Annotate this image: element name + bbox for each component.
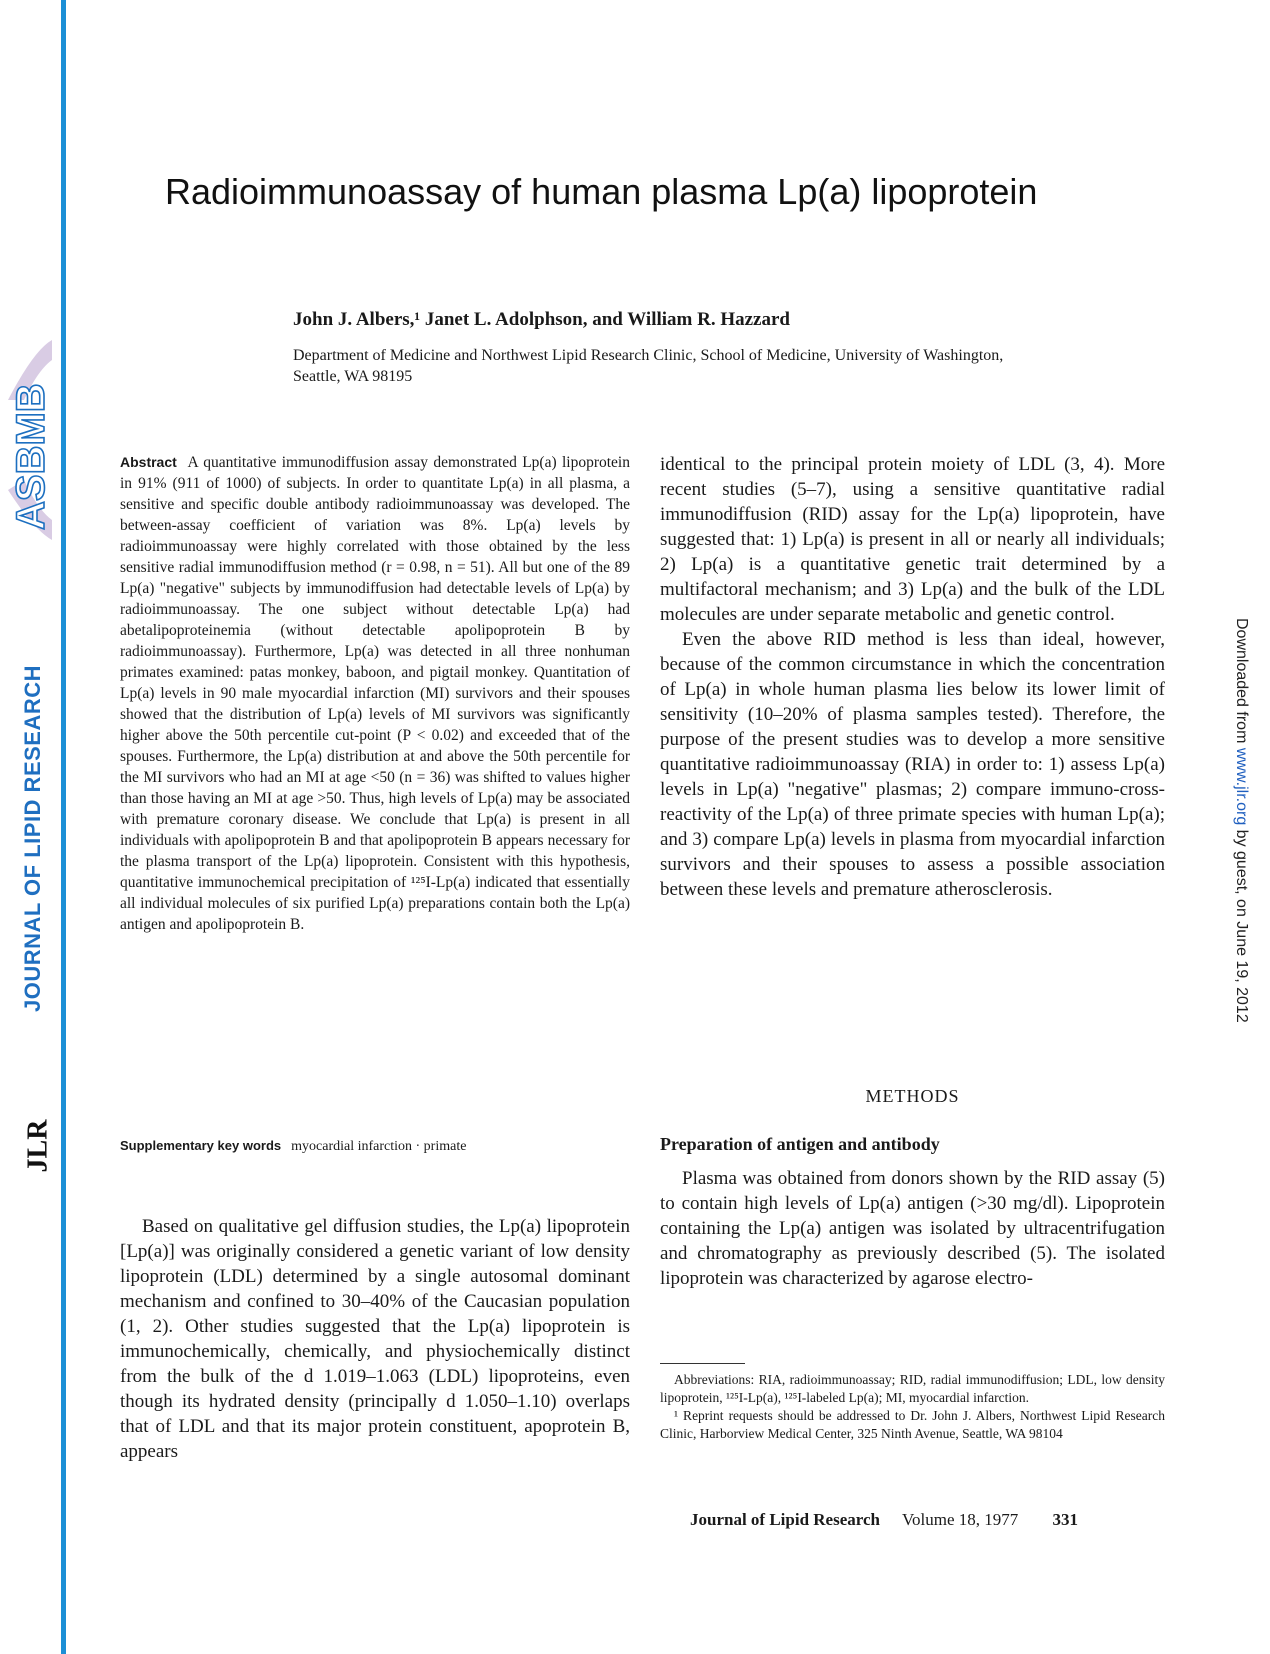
footer-journal: Journal of Lipid Research [690,1510,881,1529]
methods-heading: METHODS [865,1086,960,1106]
keywords-label: Supplementary key words [120,1138,282,1153]
page-footer [690,1510,1078,1530]
abstract-paragraph [120,452,630,935]
page-number: 331 [1052,1510,1079,1529]
methods-paragraph: Plasma was obtained from donors shown by the RID assay (5) to contain high levels of Lp(a) antigen (>30 mg/dl). Lipoprotein containing the Lp(a) antigen was isolated by ultracentrifugation and chromatography as previously described (5). The isolated lipoprotein was characterized by agarose electro- [660,1168,1165,1289]
left-sidebar [0,0,66,1654]
footnotes [660,1371,1165,1443]
abstract-label: Abstract [120,454,177,470]
intro-column [120,1214,630,1464]
footer-volume: Volume 18, 1977 [901,1510,1019,1529]
download-notice [1232,618,1250,1023]
asbmb-logo [4,340,56,540]
keywords [120,1138,466,1155]
author-list: John J. Albers,¹ Janet L. Adolphson, and William R. Hazzard [293,309,790,330]
abstract-block [120,452,630,935]
footnote-abbreviations: Abbreviations: RIA, radioimmunoassay; RID, radial immunodiffusion; LDL, low density lipoprotein, ¹²⁵I-Lp(a), ¹²⁵I-labeled Lp(a); MI, myocardial infarction. [660,1372,1165,1405]
download-url-link[interactable]: www.jlr.org [1233,747,1250,826]
intro-paragraph-1: Based on qualitative gel diffusion studies, the Lp(a) lipoprotein [Lp(a)] was originally considered a genetic variant of low density lipoprotein (LDL) determined by a single autosomal dominant mechanism and confined to 30–40% of the Caucasian population (1, 2). Other studies suggested that the Lp(a) lipoprotein is immunochemically, chemically, and physiochemically distinct from the bulk of the d 1.019–1.063 (LDL) lipoproteins, even though its hydrated density (principally d 1.050–1.10) overlaps that of LDL and that its major protein constituent, apoprotein B, appears [120,1216,630,1462]
keywords-text: myocardial infarction · primate [291,1139,467,1154]
affiliation: Department of Medicine and Northwest Lipid Research Clinic, School of Medicine, University of Washington, Seattle, WA 98195 [293,347,1004,385]
methods-subheading: Preparation of antigen and antibody [660,1134,940,1154]
abstract-text: A quantitative immunodiffusion assay demonstrated Lp(a) lipoprotein in 91% (911 of 1000) of subjects. In order to quantitate Lp(a) in all plasma, a sensitive and specific double antibody radioimmunoassay was developed. The between-assay coefficient of variation was 8%. Lp(a) levels by radioimmunoassay were highly correlated with those obtained by the less sensitive radial immunodiffusion method (r = 0.98, n = 51). All but one of the 89 Lp(a) "negative" subjects by immunodiffusion had detectable levels of Lp(a) by radioimmunoassay. The one subject without detectable Lp(a) had abetalipoproteinemia (without detectable apolipoprotein B by radioimmunoassay). Furthermore, Lp(a) was detected in all three nonhuman primates examined: patas monkey, baboon, and pigtail monkey. Quantitation of Lp(a) levels in 90 male myocardial infarction (MI) survivors and their spouses showed that the distribution of Lp(a) levels of MI survivors was significantly higher above the 50th percentile cut-point (P < 0.02) and exceeded that of the spouses. Furthermore, the Lp(a) distribution at and above the 50th percentile for the MI survivors who had an MI at age <50 (n = 36) was shifted to values higher than those having an MI at age >50. Thus, high levels of Lp(a) may be associated with premature coronary disease. We conclude that Lp(a) is present in all individuals with apolipoprotein B and that apolipoprotein B appears necessary for the plasma transport of the Lp(a) lipoprotein. Consistent with this hypothesis, quantitative immunochemical precipitation of ¹²⁵I-Lp(a) indicated that essentially all individual molecules of six purified Lp(a) preparations contain both the Lp(a) antigen and apolipoprotein B. [120,454,630,933]
journal-name-vertical: JOURNAL OF LIPID RESEARCH [20,664,45,1012]
right-column [660,452,1165,902]
footnote-reprint: ¹ Reprint requests should be addressed to Dr. John J. Albers, Northwest Lipid Research Clinic, Harborview Medical Center, 325 Ninth Avenue, Seattle, WA 98104 [660,1408,1165,1441]
download-prefix: Downloaded from [1233,618,1250,744]
sidebar-accent-rule [61,0,66,1654]
download-suffix: by guest, on June 19, 2012 [1233,829,1250,1023]
jlr-logo: JLR [22,1119,54,1173]
footnote-divider [660,1363,745,1364]
methods-section [660,1166,1165,1291]
right-paragraph-1: identical to the principal protein moiety of LDL (3, 4). More recent studies (5–7), using a sensitive quantitative radial immunodiffusion (RID) assay for the Lp(a) lipoprotein, have suggested that: 1) Lp(a) is present in all or nearly all individuals; 2) Lp(a) is a quantitative genetic trait determined by a multifactoral mechanism; and 3) Lp(a) and the bulk of the LDL molecules are under separate metabolic and genetic control. [660,454,1165,625]
article-title: Radioimmunoassay of human plasma Lp(a) lipoprotein [165,171,1038,212]
asbmb-logo-text: ASBMB [9,383,53,530]
right-paragraph-2: Even the above RID method is less than ideal, however, because of the common circumstance in which the concentration of Lp(a) in whole human plasma lies below its lower limit of sensitivity (10–20% of plasma samples tested). Therefore, the purpose of the present studies was to develop a more sensitive quantitative radioimmunoassay (RIA) in order to: 1) assess Lp(a) levels in Lp(a) "negative" plasmas; 2) compare immuno-cross-reactivity of the Lp(a) of three primate species with human Lp(a); and 3) compare Lp(a) levels in plasma from myocardial infarction survivors and their spouses to assess a possible association between these levels and premature atherosclerosis. [660,629,1165,900]
